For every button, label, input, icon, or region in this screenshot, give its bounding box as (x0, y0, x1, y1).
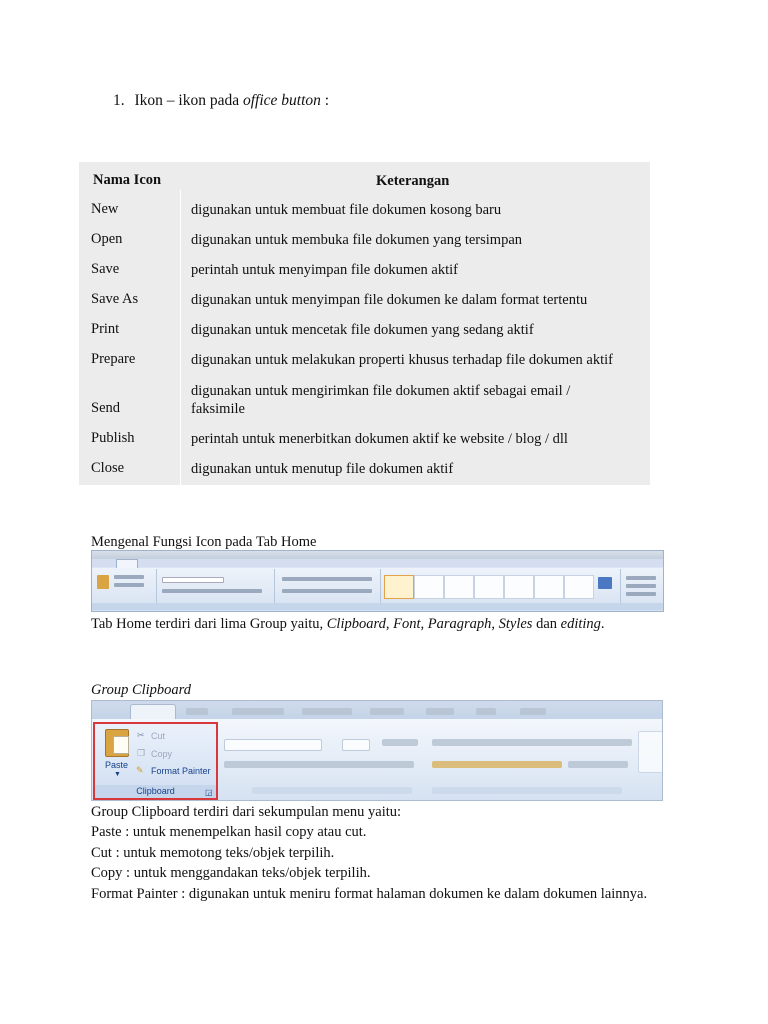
ribbon-blur (282, 589, 372, 593)
heading-number: 1. (113, 92, 125, 109)
paste-dropdown-icon[interactable]: ▼ (114, 771, 121, 778)
office-button-table (79, 162, 650, 485)
clipboard-ribbon-screenshot (91, 700, 663, 801)
ribbon-blur (114, 583, 144, 587)
clipboard-label-text: Clipboard (136, 786, 175, 796)
copy-button[interactable]: Copy (151, 749, 173, 759)
row-name: New (91, 201, 119, 217)
row-desc: digunakan untuk mengirimkan file dokumen aktif sebagai email / faksimile (191, 383, 571, 417)
tab-home-description (91, 616, 605, 633)
ribbon-blur (432, 739, 632, 746)
section-tab-home-title: Mengenal Fungsi Icon pada Tab Home (91, 534, 317, 550)
dialog-launcher-icon[interactable]: ◲ (205, 788, 213, 797)
clipboard-line-format-painter: Format Painter : digunakan untuk meniru format halaman dokumen ke dalam dokumen lainnya. (91, 886, 648, 902)
clipboard-line-copy: Copy : untuk menggandakan teks/objek terpilih. (91, 865, 371, 881)
font-size-box (342, 739, 370, 751)
row-desc: digunakan untuk membuka file dokumen yang tersimpan (191, 232, 523, 248)
ribbon-blur (626, 584, 656, 588)
desc-text: Tab Home terdiri dari lima Group yaitu, (91, 616, 327, 632)
clipboard-line-cut: Cut : untuk memotong teks/objek terpilih. (91, 845, 335, 861)
clipboard-group-highlight (93, 722, 218, 800)
style-heading2 (474, 575, 504, 599)
ribbon-blur (162, 589, 262, 593)
ribbon-blur (224, 761, 414, 768)
ribbon-tab-strip (92, 559, 663, 567)
ribbon-blur (568, 761, 628, 768)
desc-editing: editing (560, 616, 601, 632)
ribbon-blur (282, 577, 372, 581)
row-name: Save (91, 261, 120, 277)
row-name: Publish (91, 430, 135, 446)
style-no-spacing (414, 575, 444, 599)
clipboard-line-intro: Group Clipboard terdiri dari sekumpulan menu yaitu: (91, 804, 402, 820)
format-painter-button[interactable]: Format Painter (151, 766, 211, 776)
ribbon-blur (382, 739, 418, 746)
copy-icon: ❐ (137, 748, 146, 758)
style-normal (384, 575, 414, 599)
row-name: Prepare (91, 351, 136, 367)
paste-icon (105, 729, 129, 757)
style-preview (638, 731, 663, 773)
row-desc: digunakan untuk menyimpan file dokumen ke dalam format tertentu (191, 292, 588, 308)
ribbon-blur (476, 708, 496, 715)
change-styles-icon (598, 577, 612, 589)
font-name-box (162, 577, 224, 583)
clipboard-line-paste: Paste : untuk menempelkan hasil copy atau cut. (91, 824, 367, 840)
row-desc: perintah untuk menyimpan file dokumen aktif (191, 262, 458, 278)
row-name: Print (91, 321, 120, 337)
section-clipboard-title: Group Clipboard (91, 682, 192, 698)
row-name: Save As (91, 291, 139, 307)
row-desc: digunakan untuk menutup file dokumen aktif (191, 461, 454, 477)
style-title (504, 575, 534, 599)
section-heading (113, 92, 329, 110)
ribbon-blur (426, 708, 454, 715)
desc-text: dan (532, 616, 561, 632)
heading-italic: office button (242, 92, 321, 109)
ribbon-blur (302, 708, 352, 715)
paragraph-group-label (432, 787, 622, 794)
ribbon-blur (432, 761, 562, 768)
heading-suffix: : (320, 92, 330, 109)
header-keterangan: Keterangan (376, 173, 450, 189)
row-desc: digunakan untuk membuat file dokumen kosong baru (191, 202, 502, 218)
ribbon-blur (114, 575, 144, 579)
paste-icon (97, 575, 109, 589)
style-subtitle (534, 575, 564, 599)
row-name: Close (91, 460, 125, 476)
font-group-label (252, 787, 412, 794)
heading-prefix: Ikon – ikon pada (134, 92, 243, 109)
row-desc: digunakan untuk mencetak file dokumen yang sedang aktif (191, 322, 534, 338)
clipboard-group-label (95, 785, 216, 798)
font-name-box (224, 739, 322, 751)
ribbon-blur (370, 708, 404, 715)
ribbon-blur (626, 592, 656, 596)
ribbon-title-bar (92, 551, 663, 559)
cut-button[interactable]: Cut (151, 731, 166, 741)
row-name: Send (91, 400, 120, 416)
column-divider (180, 190, 181, 485)
header-nama-icon: Nama Icon (93, 172, 162, 188)
ribbon-blur (626, 576, 656, 580)
format-painter-icon: ✎ (136, 765, 144, 775)
desc-text: . (600, 616, 605, 632)
ribbon-screenshot-home (91, 550, 664, 612)
style-subtle-em (564, 575, 594, 599)
row-desc: digunakan untuk melakukan properti khusus terhadap file dokumen aktif (191, 352, 614, 368)
ribbon-blur (520, 708, 546, 715)
scissors-icon: ✂ (137, 730, 145, 740)
paste-button[interactable]: Paste (105, 760, 129, 770)
ribbon-blur (186, 708, 208, 715)
style-heading1 (444, 575, 474, 599)
desc-groups: Clipboard, Font, Paragraph, Styles (326, 616, 533, 632)
row-name: Open (91, 231, 123, 247)
ribbon-blur (232, 708, 284, 715)
row-desc: perintah untuk menerbitkan dokumen aktif ke website / blog / dll (191, 431, 568, 447)
